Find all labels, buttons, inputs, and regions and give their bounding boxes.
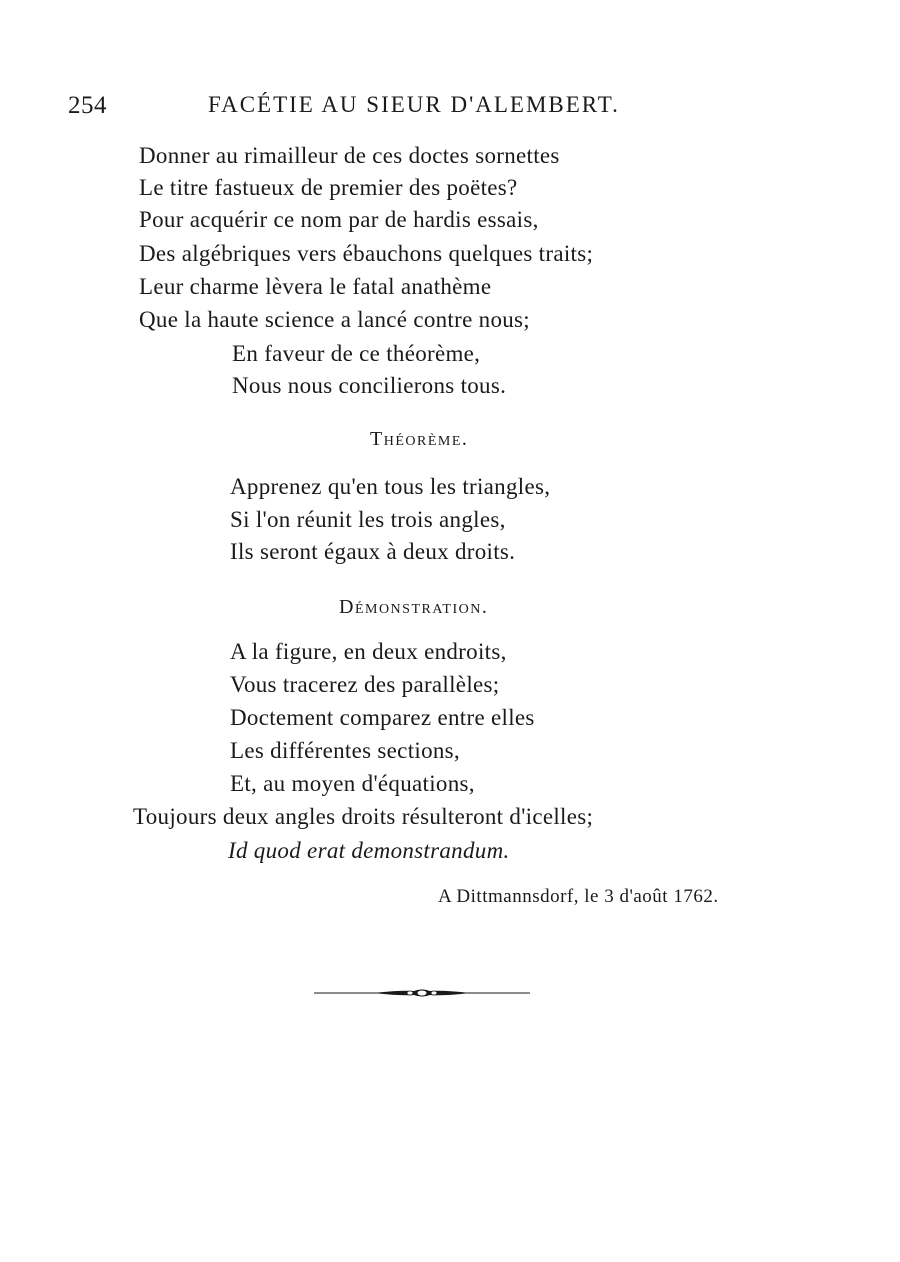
- verse-line: Donner au rimailleur de ces doctes sornettes: [139, 143, 560, 168]
- verse-line: Toujours deux angles droits résulteront d'icelles;: [133, 804, 594, 829]
- verse-line: Doctement comparez entre elles: [230, 705, 535, 730]
- verse-line: Nous nous concilierons tous.: [232, 373, 507, 398]
- theorem-heading: Théorème.: [370, 428, 469, 450]
- verse-line: Des algébriques vers ébauchons quelques traits;: [139, 241, 594, 266]
- verse-line: Pour acquérir ce nom par de hardis essais,: [139, 207, 539, 232]
- page-number: 254: [68, 92, 107, 119]
- place-date-signature: A Dittmannsdorf, le 3 d'août 1762.: [438, 886, 719, 907]
- verse-line: Leur charme lèvera le fatal anathème: [139, 274, 492, 299]
- verse-line: Et, au moyen d'équations,: [230, 771, 475, 796]
- verse-line: Apprenez qu'en tous les triangles,: [230, 474, 551, 499]
- ornamental-rule-icon: [314, 984, 530, 1002]
- demonstration-heading: Démonstration.: [339, 596, 489, 618]
- verse-line: Vous tracerez des parallèles;: [230, 672, 500, 697]
- verse-line: Le titre fastueux de premier des poëtes?: [139, 175, 518, 200]
- verse-line: Ils seront égaux à deux droits.: [230, 539, 516, 564]
- qed-line: Id quod erat demonstrandum.: [228, 838, 510, 863]
- page-header: [68, 92, 668, 126]
- verse-line: Si l'on réunit les trois angles,: [230, 507, 506, 532]
- running-title: FACÉTIE AU SIEUR D'ALEMBERT.: [208, 92, 620, 117]
- verse-line: Que la haute science a lancé contre nous;: [139, 307, 530, 332]
- verse-line: Les différentes sections,: [230, 738, 460, 763]
- verse-line: A la figure, en deux endroits,: [230, 639, 507, 664]
- verse-line: En faveur de ce théorème,: [232, 341, 481, 366]
